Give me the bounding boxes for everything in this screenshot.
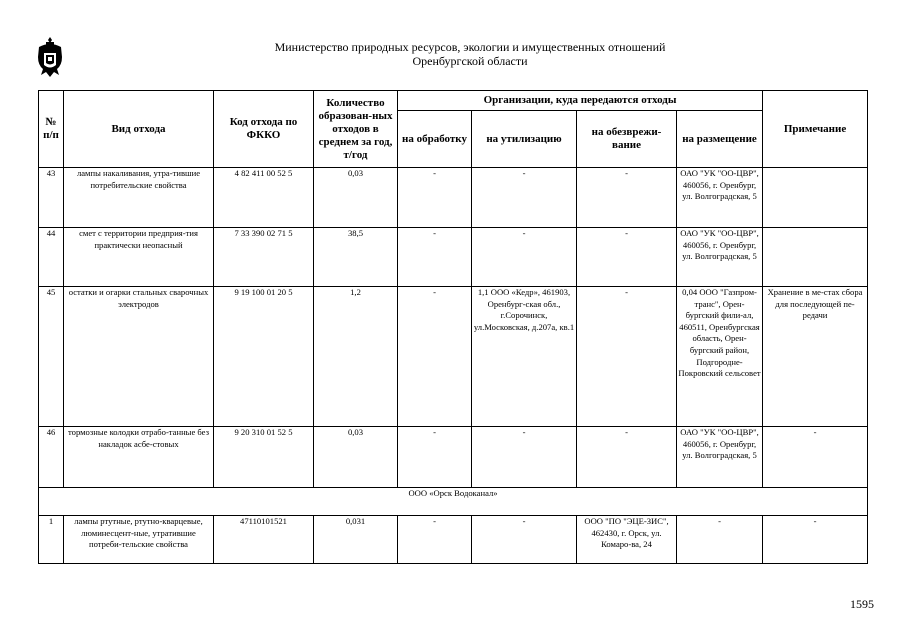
cell-utilization: -: [472, 228, 577, 287]
cell-quantity: 0,031: [314, 516, 398, 564]
header-processing: на обработку: [398, 111, 472, 168]
cell-placement: 0,04 ООО "Газпром-транс", Орен-бургский фили-ал, 460511, Оренбургская область, Орен-бургский район, Подгородне-Покровский сельсовет: [677, 287, 763, 427]
header-line-1: Министерство природных ресурсов, экологии и имущественных отношений: [274, 40, 666, 54]
page-number: 1595: [850, 597, 874, 611]
cell-quantity: 0,03: [314, 168, 398, 228]
header-placement: на размещение: [677, 111, 763, 168]
organization-row: [39, 488, 868, 516]
header-neutralization: на обезврежи-вание: [577, 111, 677, 168]
cell-quantity: 38,5: [314, 228, 398, 287]
header-utilization: на утилизацию: [472, 111, 577, 168]
cell-processing: -: [398, 427, 472, 488]
cell-num: 45: [39, 287, 64, 427]
cell-note: -: [763, 516, 868, 564]
table-row: [39, 228, 868, 287]
cell-placement: ОАО "УК "ОО-ЦВР", 460056, г. Оренбург, ул. Волгоградская, 5: [677, 168, 763, 228]
cell-code: 7 33 390 02 71 5: [214, 228, 314, 287]
cell-utilization: 1,1 ООО «Кедр», 461903, Оренбург-ская обл., г.Сорочинск, ул.Московская, д.207а, кв.1: [472, 287, 577, 427]
cell-code: 47110101521: [214, 516, 314, 564]
cell-waste-type: лампы накаливания, утра-тившие потребительские свойства: [64, 168, 214, 228]
cell-num: 44: [39, 228, 64, 287]
table-row: [39, 427, 868, 488]
cell-waste-type: остатки и огарки стальных сварочных электродов: [64, 287, 214, 427]
cell-utilization: -: [472, 516, 577, 564]
cell-utilization: -: [472, 168, 577, 228]
cell-processing: -: [398, 228, 472, 287]
cell-quantity: 0,03: [314, 427, 398, 488]
cell-num: 43: [39, 168, 64, 228]
header-waste-type: Вид отхода: [64, 91, 214, 168]
cell-note: [763, 168, 868, 228]
cell-placement: ОАО "УК "ОО-ЦВР", 460056, г. Оренбург, ул. Волгоградская, 5: [677, 427, 763, 488]
cell-neutralization: -: [577, 228, 677, 287]
cell-code: 9 19 100 01 20 5: [214, 287, 314, 427]
cell-neutralization: ООО "ПО "ЭЦЕ-ЗИС", 462430, г. Орск, ул. Комаро-ва, 24: [577, 516, 677, 564]
organization-title: ООО «Орск Водоканал»: [39, 488, 868, 516]
cell-waste-type: тормозные колодки отрабо-танные без накладок асбе-стовых: [64, 427, 214, 488]
cell-utilization: -: [472, 427, 577, 488]
cell-waste-type: смет с территории предприя-тия практически неопасный: [64, 228, 214, 287]
cell-processing: -: [398, 516, 472, 564]
header-note: Примечание: [763, 91, 868, 168]
cell-neutralization: -: [577, 287, 677, 427]
cell-code: 4 82 411 00 52 5: [214, 168, 314, 228]
header-line-2: Оренбургской области: [412, 54, 528, 68]
coat-of-arms-icon: [35, 35, 65, 79]
table-row: [39, 516, 868, 564]
cell-neutralization: -: [577, 168, 677, 228]
header-quantity: Количество образован-ных отходов в среднем за год, т/год: [314, 91, 398, 168]
waste-table: [38, 90, 868, 564]
cell-waste-type: лампы ртутные, ртутно-кварцевые, люминесцент-ные, утратившие потреби-тельские свойства: [64, 516, 214, 564]
header-fkko-code: Код отхода по ФККО: [214, 91, 314, 168]
header-num: № п/п: [39, 91, 64, 168]
cell-note: Хранение в ме-стах сбора для последующей пе-редачи: [763, 287, 868, 427]
cell-quantity: 1,2: [314, 287, 398, 427]
cell-neutralization: -: [577, 427, 677, 488]
cell-num: 46: [39, 427, 64, 488]
cell-placement: ОАО "УК "ОО-ЦВР", 460056, г. Оренбург, ул. Волгоградская, 5: [677, 228, 763, 287]
cell-num: 1: [39, 516, 64, 564]
cell-placement: -: [677, 516, 763, 564]
cell-processing: -: [398, 168, 472, 228]
table-row: [39, 168, 868, 228]
document-header: [180, 40, 760, 68]
header-organizations: Организации, куда передаются отходы: [398, 91, 763, 111]
cell-code: 9 20 310 01 52 5: [214, 427, 314, 488]
cell-processing: -: [398, 287, 472, 427]
table-row: [39, 287, 868, 427]
cell-note: [763, 228, 868, 287]
cell-note: -: [763, 427, 868, 488]
